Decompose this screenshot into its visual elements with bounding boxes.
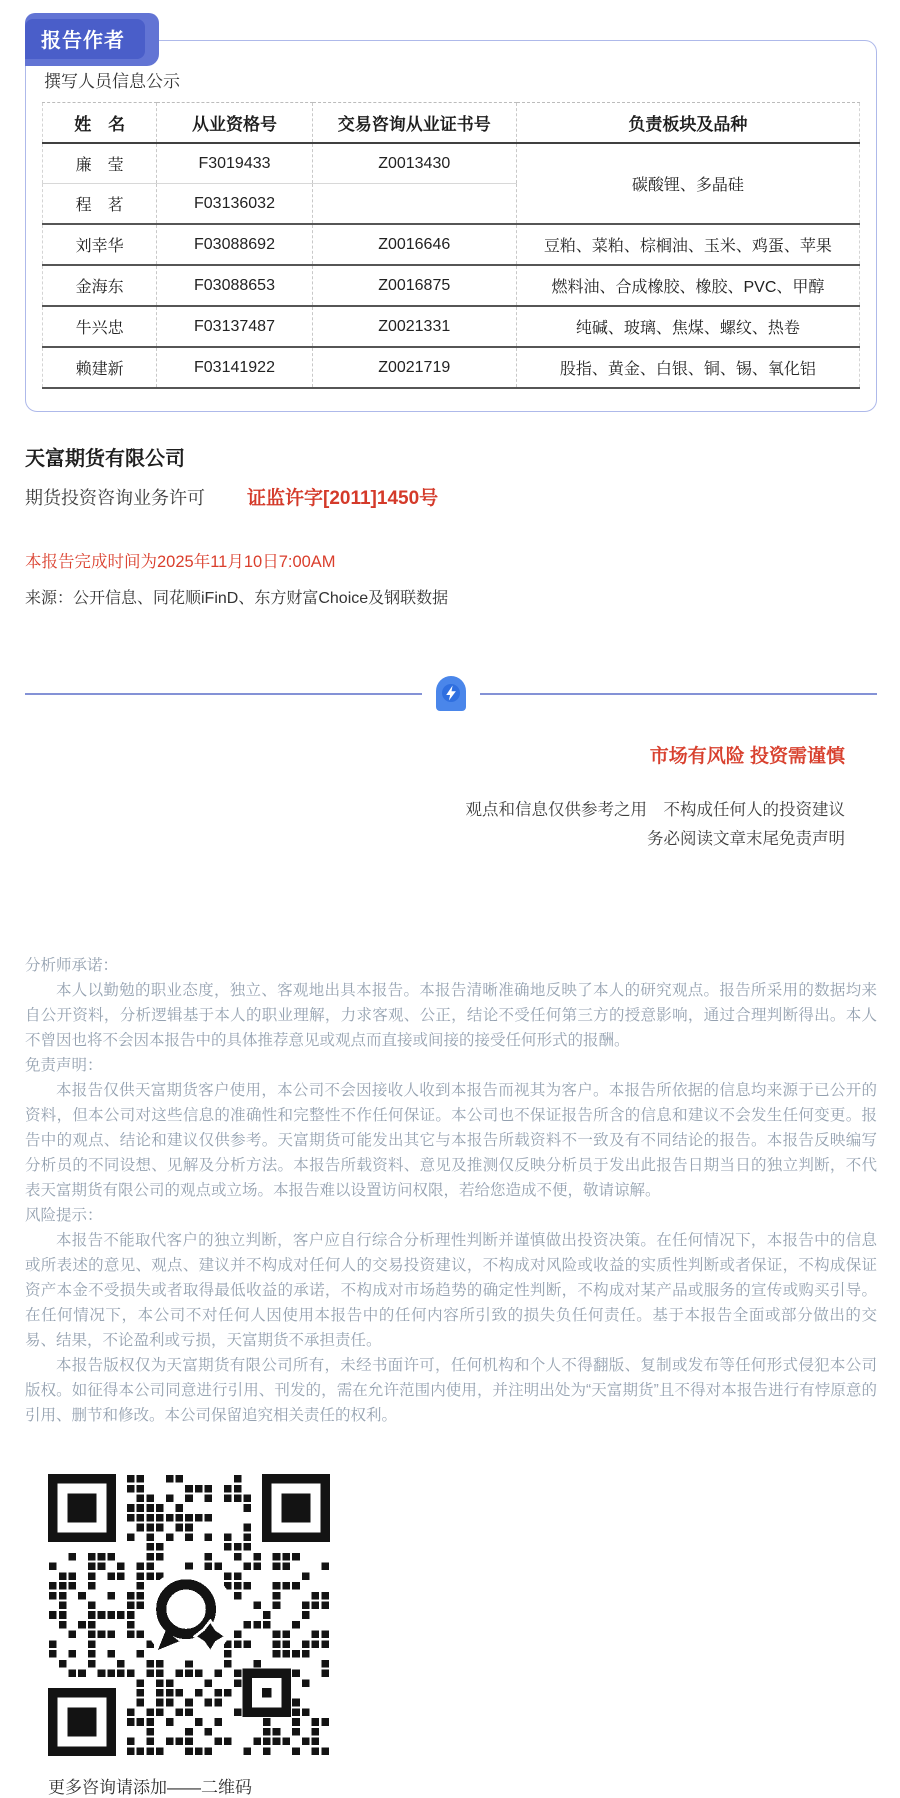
authors-table <box>42 102 860 389</box>
risk-notice-text: 本报告不能取代客户的独立判断，客户应自行综合分析理性判断并谨慎做出投资决策。在任何情况下，本报告中的信息或所表述的意见、观点、建议并不构成对任何人的交易投资建议，不构成对风险或收益的实质性判断或者保证，不构成保证资产本金不受损失或者取得最低收益的承诺，不构成对市场趋势的确定性判断，不构成对某产品或服务的宣传或购买引导。在任何情况下，本公司不对任何人因使用本报告中的任何内容所引致的损失负任何责任。基于本报告全面或部分做出的交易、结果，不论盈利或亏损，天富期货不承担责任。 <box>25 1232 877 1349</box>
cell-products: 燃料油、合成橡胶、橡胶、PVC、甲醇 <box>516 265 859 306</box>
authors-box-title: 撰写人员信息公示 <box>44 72 180 91</box>
disclaimer-text: 本报告仅供天富期货客户使用，本公司不会因接收人收到本报告而视其为客户。本报告所依据的信息均来源于已公开的资料，但本公司对这些信息的准确性和完整性不作任何保证。本公司也不保证报告所含的信息和建议不会发生任何变更。报告中的观点、结论和建议仅供参考。天富期货可能发出其它与本报告所载资料不一致及有不同结论的报告。本报告反映编写分析员的不同设想、见解及分析方法。本报告所载资料、意见及推测仅反映分析员于发出此报告日期当日的独立判断，不代表天富期货有限公司的观点或立场。本报告难以设置访问权限，若给您造成不便，敬请谅解。 <box>25 1082 877 1199</box>
data-sources: 来源：公开信息、同花顺iFinD、东方财富Choice及钢联数据 <box>25 590 449 607</box>
risk-notice-heading: 风险提示： <box>25 1207 103 1224</box>
analyst-commitment-heading: 分析师承诺： <box>25 957 119 974</box>
disclaimer-section <box>25 953 877 1428</box>
table-row <box>43 224 860 265</box>
cell-qual: F03141922 <box>157 347 312 388</box>
header-name: 姓 名 <box>43 103 157 144</box>
license-number: 证监许字[2011]1450号 <box>247 488 439 509</box>
copyright-text: 本报告版权仅为天富期货有限公司所有，未经书面许可，任何机构和个人不得翻版、复制或发布等任何形式侵犯本公司版权。如征得本公司同意进行引用、刊发的，需在允许范围内使用，并注明出处为“天富期货”且不得对本报告进行有悖原意的引用、删节和修改。本公司保留追究相关责任的权利。 <box>25 1357 877 1424</box>
cell-products: 豆粕、菜粕、棕榈油、玉米、鸡蛋、苹果 <box>516 224 859 265</box>
cell-cert: Z0016875 <box>312 265 516 306</box>
cell-products: 纯碱、玻璃、焦煤、螺纹、热卷 <box>516 306 859 347</box>
disclaimer-heading: 免责声明： <box>25 1057 103 1074</box>
cell-products: 股指、黄金、白银、铜、锡、氧化铝 <box>516 347 859 388</box>
license-label: 期货投资咨询业务许可 <box>25 488 205 508</box>
cell-qual: F03088692 <box>157 224 312 265</box>
table-row <box>43 306 860 347</box>
completion-time: 本报告完成时间为2025年11月10日7:00AM <box>25 553 336 571</box>
table-row <box>43 265 860 306</box>
company-section <box>25 442 877 608</box>
header-certificate-no: 交易咨询从业证书号 <box>312 103 516 144</box>
cell-qual: F03088653 <box>157 265 312 306</box>
read-disclaimer-note: 务必阅读文章末尾免责声明 <box>647 830 845 848</box>
report-author-tab <box>25 13 159 66</box>
cell-name: 赖建新 <box>43 347 157 388</box>
cell-cert: Z0016646 <box>312 224 516 265</box>
risk-warning-section <box>25 741 845 849</box>
cell-cert: Z0021331 <box>312 306 516 347</box>
header-qualification-no: 从业资格号 <box>157 103 312 144</box>
table-row <box>43 143 860 184</box>
qr-section <box>48 1474 877 1798</box>
cell-cert: Z0013430 <box>312 143 516 184</box>
reference-only-note: 观点和信息仅供参考之用 不构成任何人的投资建议 <box>465 801 845 819</box>
lightning-icon <box>436 676 466 711</box>
cell-name: 廉 莹 <box>43 143 157 184</box>
report-author-tab-label: 报告作者 <box>25 19 145 59</box>
cell-qual: F03136032 <box>157 184 312 225</box>
report-authors-section <box>25 13 877 412</box>
section-divider <box>25 676 877 711</box>
cell-name: 程 茗 <box>43 184 157 225</box>
authors-box <box>25 40 877 412</box>
cell-name: 刘幸华 <box>43 224 157 265</box>
cell-cert <box>312 184 516 225</box>
cell-qual: F3019433 <box>157 143 312 184</box>
market-risk-warning: 市场有风险 投资需谨慎 <box>649 746 845 767</box>
divider-line-left <box>25 693 422 695</box>
table-row <box>43 347 860 388</box>
header-products: 负责板块及品种 <box>516 103 859 144</box>
cell-name: 金海东 <box>43 265 157 306</box>
qr-code <box>48 1474 330 1756</box>
cell-cert: Z0021719 <box>312 347 516 388</box>
cell-qual: F03137487 <box>157 306 312 347</box>
cell-products-merged: 碳酸锂、多晶硅 <box>516 143 859 224</box>
cell-name: 牛兴忠 <box>43 306 157 347</box>
analyst-commitment-text: 本人以勤勉的职业态度，独立、客观地出具本报告。本报告清晰准确地反映了本人的研究观点。报告所采用的数据均来自公开资料，分析逻辑基于本人的职业理解，力求客观、公正，结论不受任何第三方的授意影响，通过合理判断得出。本人不曾因也将不会因本报告中的具体推荐意见或观点而直接或间接的接受任何形式的报酬。 <box>25 982 877 1049</box>
qr-caption: 更多咨询请添加——二维码 <box>48 1778 252 1797</box>
divider-line-right <box>480 693 877 695</box>
company-name: 天富期货有限公司 <box>25 448 185 470</box>
license-line <box>25 483 877 510</box>
authors-table-header-row <box>43 103 860 144</box>
